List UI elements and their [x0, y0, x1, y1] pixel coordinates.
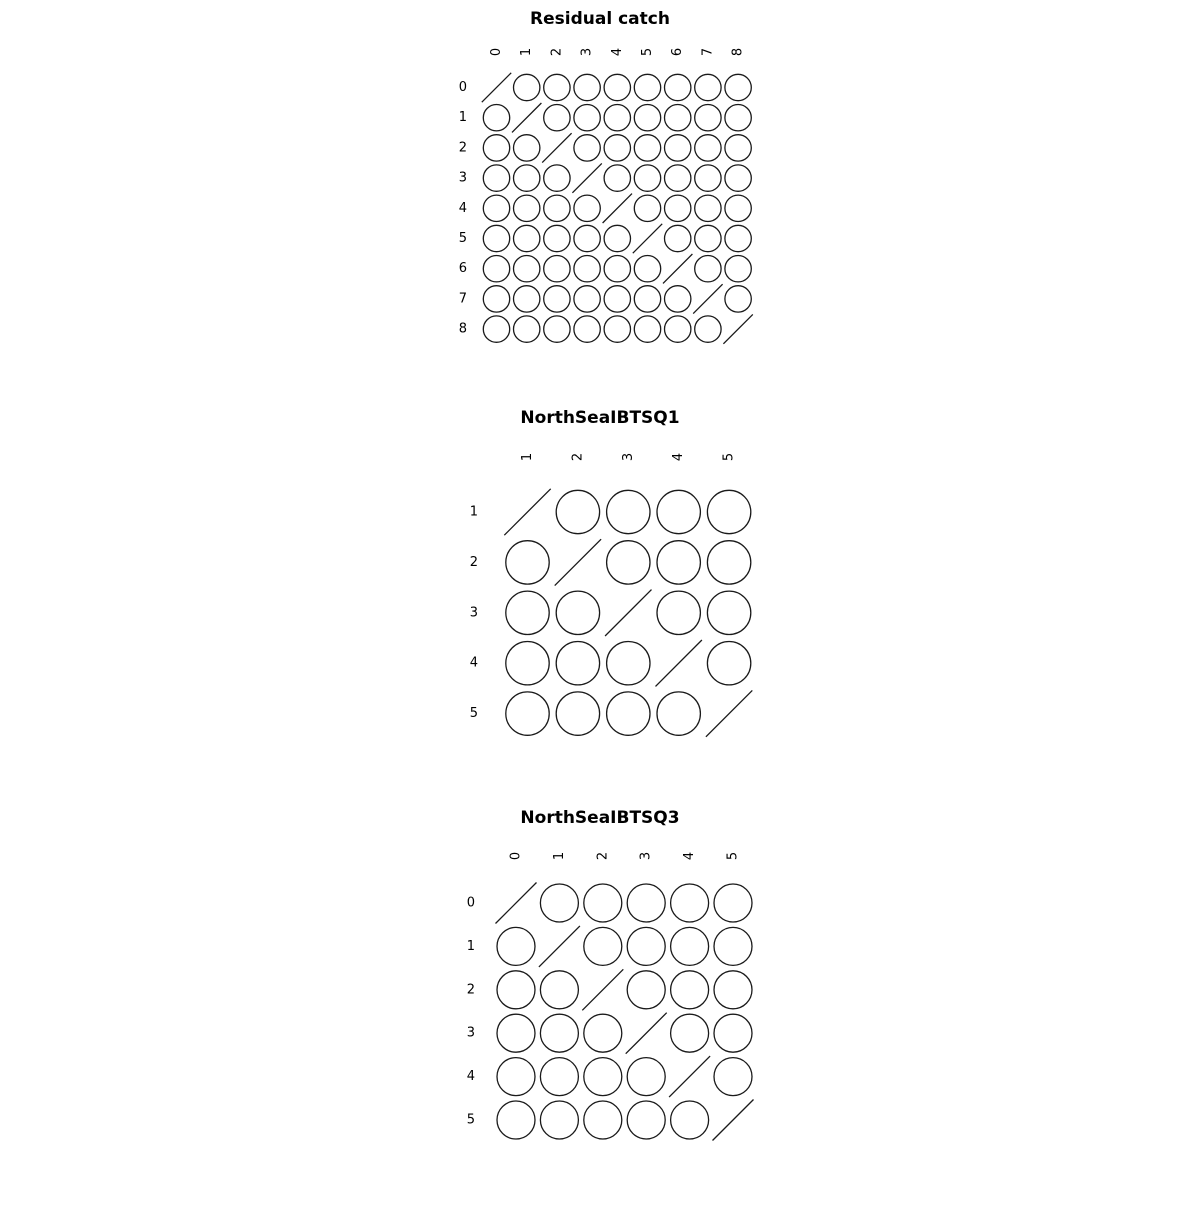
- plot-residual-catch: [459, 9, 753, 344]
- correlation-circle: [574, 316, 600, 342]
- correlation-circle: [634, 135, 660, 161]
- correlation-circle: [506, 541, 549, 584]
- diagonal-slash: [482, 73, 511, 102]
- col-tick-label: 1: [520, 452, 535, 462]
- correlation-circle: [707, 490, 750, 533]
- plot-northsea-ibts-q1: [470, 408, 753, 737]
- diagonal-slash: [626, 1013, 667, 1054]
- diagonal-slash: [669, 1056, 710, 1097]
- correlation-circle: [506, 591, 549, 634]
- row-tick-label: 4: [458, 200, 467, 216]
- col-tick-label: 5: [640, 47, 655, 57]
- correlation-circle: [725, 105, 751, 131]
- correlation-circle: [725, 256, 751, 282]
- col-tick-label: 7: [700, 47, 716, 57]
- correlation-circle: [627, 884, 665, 922]
- col-tick-label: 0: [508, 851, 524, 861]
- correlation-circle: [634, 195, 660, 221]
- correlation-circle: [483, 165, 509, 191]
- correlation-circle: [540, 884, 578, 922]
- correlation-circle: [483, 286, 509, 312]
- correlation-circle: [665, 135, 691, 161]
- correlation-circle: [671, 1101, 709, 1139]
- diagonal-slash: [706, 690, 752, 736]
- correlation-circle: [665, 286, 691, 312]
- correlation-circle: [497, 1058, 535, 1096]
- correlation-circle: [544, 165, 570, 191]
- correlation-circle: [627, 971, 665, 1009]
- col-tick-label: 2: [549, 47, 565, 57]
- correlation-circle: [540, 1014, 578, 1052]
- correlation-circle: [483, 105, 509, 131]
- correlation-circle: [714, 1058, 752, 1096]
- correlation-circle: [514, 135, 540, 161]
- correlation-circle: [695, 195, 721, 221]
- correlation-circle: [574, 74, 600, 100]
- correlation-circle: [506, 692, 549, 735]
- correlation-circle: [707, 642, 750, 685]
- col-tick-label: 4: [609, 47, 625, 57]
- correlation-circle: [634, 256, 660, 282]
- row-tick-label: 2: [469, 554, 478, 570]
- correlation-circle: [604, 256, 630, 282]
- correlation-circle: [707, 541, 750, 584]
- row-tick-label: 8: [458, 321, 467, 337]
- correlation-circle: [634, 165, 660, 191]
- row-tick-label: 3: [458, 170, 467, 186]
- correlation-circle: [695, 256, 721, 282]
- correlation-circle: [483, 195, 509, 221]
- col-tick-label: 2: [570, 452, 586, 462]
- diagonal-slash: [605, 590, 651, 636]
- correlation-circle: [604, 316, 630, 342]
- correlation-circle: [556, 490, 599, 533]
- correlation-circle: [574, 135, 600, 161]
- correlation-circle: [665, 105, 691, 131]
- correlation-circle: [514, 316, 540, 342]
- correlation-circle: [725, 135, 751, 161]
- correlation-circle: [497, 927, 535, 965]
- correlation-circle: [657, 692, 700, 735]
- correlation-circle: [574, 105, 600, 131]
- correlation-circle: [695, 165, 721, 191]
- diagonal-slash: [512, 103, 541, 132]
- correlation-circle: [671, 971, 709, 1009]
- plot-title: Residual catch: [530, 9, 670, 29]
- col-tick-label: 6: [670, 47, 686, 57]
- col-tick-label: 3: [638, 851, 654, 861]
- correlation-circle: [514, 225, 540, 251]
- col-tick-label: 3: [579, 47, 595, 57]
- correlation-circle: [671, 927, 709, 965]
- correlation-circle: [556, 591, 599, 634]
- diagonal-slash: [656, 640, 702, 686]
- correlation-circle: [695, 225, 721, 251]
- correlation-circle: [584, 927, 622, 965]
- correlation-circle: [483, 256, 509, 282]
- row-tick-label: 0: [458, 80, 467, 95]
- correlation-circle: [544, 316, 570, 342]
- correlation-circle: [627, 1058, 665, 1096]
- correlation-circle: [540, 1101, 578, 1139]
- row-tick-label: 4: [469, 655, 478, 671]
- correlation-circle: [604, 165, 630, 191]
- diagonal-slash: [572, 163, 601, 192]
- correlation-circle: [584, 1058, 622, 1096]
- correlation-circle: [657, 541, 700, 584]
- diagonal-slash: [582, 969, 623, 1010]
- correlation-circle: [695, 135, 721, 161]
- correlation-circle: [544, 74, 570, 100]
- correlation-circle: [627, 927, 665, 965]
- correlation-circle: [540, 1058, 578, 1096]
- correlation-circle: [657, 490, 700, 533]
- diagonal-slash: [723, 314, 752, 343]
- correlation-circle: [725, 195, 751, 221]
- correlation-circle: [514, 195, 540, 221]
- correlation-circle: [695, 105, 721, 131]
- diagonal-slash: [693, 284, 722, 313]
- correlation-circle: [483, 135, 509, 161]
- correlation-circle: [483, 225, 509, 251]
- correlation-circle: [607, 541, 650, 584]
- row-tick-label: 4: [466, 1069, 475, 1085]
- col-tick-label: 5: [725, 851, 741, 861]
- row-tick-label: 7: [458, 291, 467, 307]
- correlation-circle: [634, 105, 660, 131]
- correlation-circle: [604, 105, 630, 131]
- correlation-circle: [657, 591, 700, 634]
- correlation-circle: [665, 74, 691, 100]
- correlation-circle: [584, 1101, 622, 1139]
- diagonal-slash: [633, 224, 662, 253]
- correlation-circle: [725, 286, 751, 312]
- diagonal-slash: [603, 194, 632, 223]
- correlation-circle: [714, 884, 752, 922]
- col-tick-label: 8: [730, 47, 746, 57]
- correlation-circle: [556, 642, 599, 685]
- correlation-circle: [604, 225, 630, 251]
- col-tick-label: 1: [551, 851, 567, 861]
- diagonal-slash: [663, 254, 692, 283]
- correlation-circle: [604, 135, 630, 161]
- diagonal-slash: [555, 539, 601, 585]
- correlation-circle: [627, 1101, 665, 1139]
- correlation-circle: [607, 490, 650, 533]
- correlation-circle: [634, 286, 660, 312]
- correlation-circle: [497, 1101, 535, 1139]
- correlation-circle: [725, 165, 751, 191]
- correlation-circle: [714, 971, 752, 1009]
- diagonal-slash: [504, 489, 550, 535]
- col-tick-label: 4: [682, 851, 698, 861]
- correlation-circle: [695, 316, 721, 342]
- diagonal-slash: [542, 133, 571, 162]
- correlation-circle: [714, 927, 752, 965]
- row-tick-label: 1: [469, 504, 478, 520]
- correlation-circle: [544, 225, 570, 251]
- correlation-circle: [514, 256, 540, 282]
- correlation-circle: [544, 256, 570, 282]
- col-tick-label: 5: [721, 452, 737, 462]
- correlation-circle: [714, 1014, 752, 1052]
- row-tick-label: 3: [469, 605, 478, 621]
- correlation-circle: [574, 286, 600, 312]
- correlation-circle: [574, 225, 600, 251]
- diagonal-slash: [539, 926, 580, 967]
- row-tick-label: 2: [458, 140, 467, 156]
- correlation-circle: [665, 165, 691, 191]
- correlation-circle: [634, 316, 660, 342]
- correlation-circle: [671, 884, 709, 922]
- correlation-circle: [514, 286, 540, 312]
- correlation-circle: [544, 105, 570, 131]
- plot-northsea-ibts-q3: [467, 808, 754, 1141]
- correlation-circle: [544, 286, 570, 312]
- col-tick-label: 4: [671, 452, 687, 462]
- correlation-circle: [584, 1014, 622, 1052]
- correlation-circle: [607, 642, 650, 685]
- row-tick-label: 1: [466, 938, 475, 954]
- correlation-circle: [665, 225, 691, 251]
- diagonal-slash: [713, 1100, 754, 1141]
- row-tick-label: 3: [466, 1025, 475, 1041]
- correlation-circle: [574, 256, 600, 282]
- correlation-circle: [544, 195, 570, 221]
- row-tick-label: 0: [466, 895, 475, 911]
- row-tick-label: 6: [458, 261, 467, 277]
- correlation-circle: [671, 1014, 709, 1052]
- correlation-circle: [725, 74, 751, 100]
- col-tick-label: 3: [620, 452, 636, 462]
- row-tick-label: 5: [469, 706, 478, 722]
- correlation-circle: [556, 692, 599, 735]
- correlation-circle: [540, 971, 578, 1009]
- correlation-circle: [607, 692, 650, 735]
- correlation-circle: [707, 591, 750, 634]
- correlation-circle: [506, 642, 549, 685]
- plot-title: NorthSeaIBTSQ1: [520, 408, 680, 428]
- correlation-circle: [695, 74, 721, 100]
- col-tick-label: 1: [519, 47, 535, 57]
- row-tick-label: 5: [458, 231, 467, 246]
- correlation-circle: [497, 971, 535, 1009]
- correlation-circle: [584, 884, 622, 922]
- correlation-circle: [514, 165, 540, 191]
- row-tick-label: 1: [458, 110, 467, 126]
- correlation-circle: [665, 195, 691, 221]
- correlation-circle: [604, 74, 630, 100]
- correlation-circle: [514, 74, 540, 100]
- correlation-circle: [665, 316, 691, 342]
- correlation-circle: [574, 195, 600, 221]
- col-tick-label: 0: [489, 47, 504, 57]
- plot-title: NorthSeaIBTSQ3: [520, 808, 680, 828]
- correlation-circle: [497, 1014, 535, 1052]
- col-tick-label: 2: [595, 851, 611, 861]
- correlation-circle: [725, 225, 751, 251]
- row-tick-label: 5: [466, 1112, 475, 1128]
- row-tick-label: 2: [466, 982, 475, 998]
- correlation-circle: [634, 74, 660, 100]
- correlation-circle: [483, 316, 509, 342]
- correlation-circle: [604, 286, 630, 312]
- diagonal-slash: [496, 883, 537, 924]
